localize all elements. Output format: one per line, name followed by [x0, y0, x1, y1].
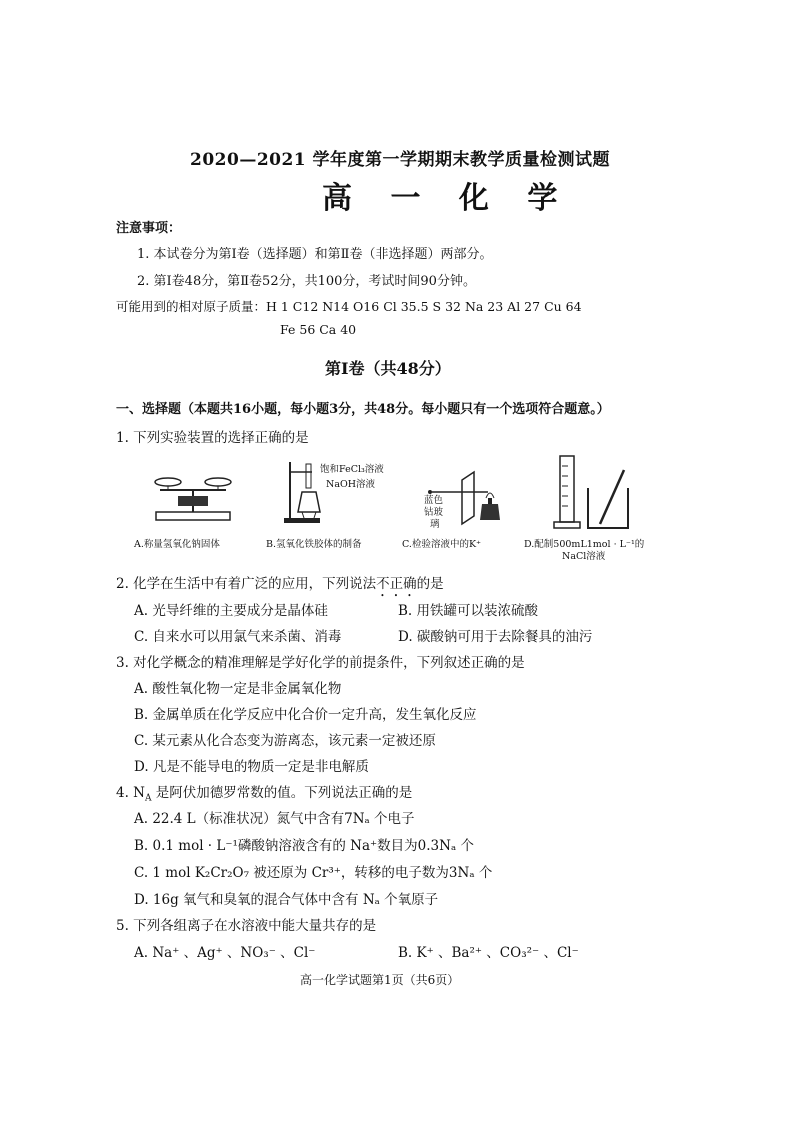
q2-emphasis: 不正确: [376, 576, 417, 592]
q1-stem: 1. 下列实验装置的选择正确的是: [116, 430, 309, 446]
q3-option-d: D. 凡是不能导电的物质一定是非电解质: [134, 759, 369, 775]
q1-fig-c-label-3: 璃: [430, 519, 440, 530]
balance-figure: [148, 468, 238, 526]
q5-stem: 5. 下列各组离子在水溶液中能大量共存的是: [116, 918, 377, 934]
note-item-1: 1. 本试卷分为第Ⅰ卷（选择题）和第Ⅱ卷（非选择题）两部分。: [137, 247, 493, 262]
part-title: 一、选择题（本题共16小题，每小题3分，共48分。每小题只有一个选项符合题意。）: [116, 402, 610, 417]
q1-fig-b-label-2: NaOH溶液: [326, 479, 376, 490]
q4-option-b: B. 0.1 mol · L⁻¹磷酸钠溶液含有的 Na⁺数目为0.3Nₐ 个: [134, 838, 474, 854]
q4-option-d: D. 16g 氧气和臭氧的混合气体中含有 Nₐ 个氧原子: [134, 892, 439, 908]
q2-option-c: C. 自来水可以用氯气来杀菌、消毒: [134, 629, 342, 645]
atomic-masses-line-1: 可能用到的相对原子质量：H 1 C12 N14 O16 Cl 35.5 S 32 Na 23 Al 27 Cu 64: [116, 299, 582, 314]
q2-option-a: A. 光导纤维的主要成分是晶体硅: [134, 603, 328, 619]
q1-caption-c: C.检验溶液中的K⁺: [402, 539, 482, 550]
q1-caption-a: A.称量氢氧化钠固体: [134, 539, 220, 550]
q1-fig-b-label-1: 饱和FeCl₃溶液: [320, 464, 384, 475]
q1-caption-b: B.氢氧化铁胶体的制备: [266, 539, 362, 550]
q5-option-a: A. Na⁺ 、Ag⁺ 、NO₃⁻ 、Cl⁻: [134, 945, 316, 961]
q1-caption-d-line-2: NaCl溶液: [562, 551, 606, 562]
q2-stem: 2. 化学在生活中有着广泛的应用，下列说法不正确的是: [116, 576, 444, 592]
subject-title: 高 一 化 学: [322, 181, 572, 216]
section-heading: 第Ⅰ卷（共48分）: [325, 359, 451, 378]
q5-option-b: B. K⁺ 、Ba²⁺ 、CO₃²⁻ 、Cl⁻: [398, 945, 579, 961]
q4-option-a: A. 22.4 L（标准状况）氮气中含有7Nₐ 个电子: [134, 811, 415, 827]
q2-option-d: D. 碳酸钠可用于去除餐具的油污: [398, 629, 593, 645]
q1-caption-d-line-1: D.配制500mL1mol · L⁻¹的: [524, 539, 645, 550]
q1-fig-c-label-1: 蓝色: [424, 495, 444, 506]
q3-option-c: C. 某元素从化合态变为游离态，该元素一定被还原: [134, 733, 436, 749]
page-footer: 高一化学试题第1页（共6页）: [300, 973, 460, 987]
q3-stem: 3. 对化学概念的精准理解是学好化学的前提条件，下列叙述正确的是: [116, 655, 525, 671]
q4-option-c: C. 1 mol K₂Cr₂O₇ 被还原为 Cr³⁺，转移的电子数为3Nₐ 个: [134, 865, 493, 881]
q3-option-a: A. 酸性氧化物一定是非金属氧化物: [134, 681, 342, 697]
q4-stem: 4. $N_A$ 是阿伏加德罗常数的值。下列说法正确的是: [116, 785, 413, 804]
note-item-2: 2. 第Ⅰ卷48分，第Ⅱ卷52分，共100分，考试时间90分钟。: [137, 274, 476, 289]
cylinder-beaker-figure: [548, 452, 638, 532]
notes-heading: 注意事项：: [116, 221, 182, 236]
q2-option-b: B. 用铁罐可以装浓硫酸: [398, 603, 539, 619]
atomic-masses-line-2: Fe 56 Ca 40: [280, 322, 357, 337]
q3-option-b: B. 金属单质在化学反应中化合价一定升高，发生氧化反应: [134, 707, 477, 723]
q1-fig-c-label-2: 钴玻: [424, 507, 444, 518]
colloid-setup-figure: [282, 458, 322, 526]
exam-title: 2020—2021 学年度第一学期期末教学质量检测试题: [190, 150, 611, 170]
